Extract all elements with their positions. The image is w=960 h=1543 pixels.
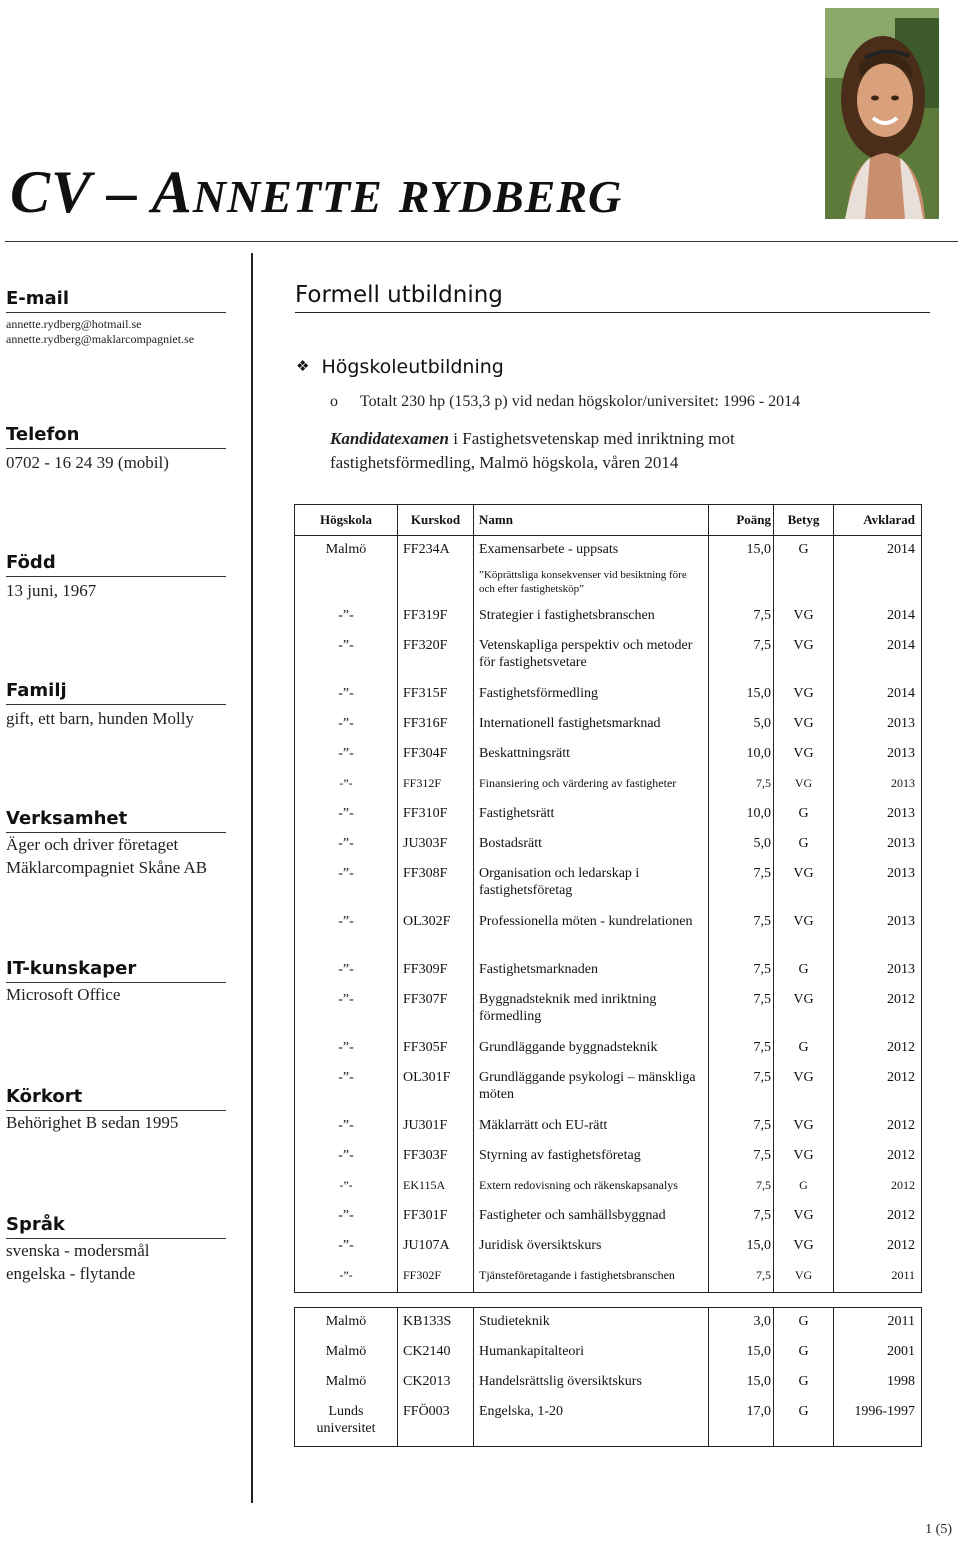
table-cell-school: -”-	[338, 686, 354, 701]
table-cell-name: Finansiering och värdering av fastigheter	[479, 776, 677, 790]
table-cell-empty	[403, 566, 468, 602]
col-header-grade: Betyg	[774, 505, 834, 536]
table-cell-points: 17,0	[746, 1404, 771, 1419]
table-cell-name: Fastighetsmarknaden	[479, 962, 598, 977]
table-cell-name: Mäklarrätt och EU-rätt	[479, 1118, 608, 1133]
table-cell-points: 10,0	[746, 746, 771, 761]
col-name	[474, 1308, 709, 1447]
family-section	[6, 680, 226, 730]
table-cell-name: Juridisk översiktskurs	[479, 1238, 602, 1253]
table-cell-points: 7,5	[753, 866, 771, 881]
column-divider	[251, 253, 253, 1503]
table-cell-school: -”-	[338, 992, 354, 1007]
table-cell-code: FF307F	[403, 992, 448, 1007]
table-cell-points: 15,0	[746, 542, 771, 557]
table-cell-grade: G	[799, 1178, 808, 1192]
table-cell-code: FF302F	[403, 1268, 442, 1282]
table-cell-name: Handelsrättslig översiktskurs	[479, 1374, 642, 1389]
table-cell-name: Vetenskapliga perspektiv och metoder för fastighetsvetare	[479, 638, 693, 670]
table-cell-school: -”-	[339, 1178, 353, 1192]
table-cell-grade: VG	[793, 992, 814, 1007]
table-cell-completed: 1998	[887, 1374, 915, 1389]
table-cell-points: 15,0	[746, 686, 771, 701]
table-cell-grade: VG	[793, 638, 814, 653]
table-cell-school: -”-	[338, 914, 354, 929]
table-cell-name: Extern redovisning och räkenskapsanalys	[479, 1178, 678, 1192]
table-cell-school: -”-	[338, 638, 354, 653]
table-cell-grade: G	[798, 962, 809, 977]
table-cell-grade: G	[798, 1314, 809, 1329]
table-cell-completed: 2012	[887, 1208, 915, 1223]
table-cell-completed: 2013	[887, 806, 915, 821]
table-cell-completed: 2014	[887, 686, 915, 701]
table-cell-name: Byggnadsteknik med inriktning förmedling	[479, 992, 657, 1024]
table-row-group	[295, 536, 922, 1293]
table-cell-completed: 2013	[887, 962, 915, 977]
table-cell-points: 7,5	[756, 776, 771, 790]
table-cell-name: Beskattningsrätt	[479, 746, 570, 761]
table-cell-points: 7,5	[753, 962, 771, 977]
table-cell-grade: VG	[793, 1208, 814, 1223]
table-cell-points: 7,5	[753, 914, 771, 929]
family-value: gift, ett barn, hunden Molly	[6, 709, 194, 728]
table-cell-school: Malmö	[325, 542, 367, 557]
table-cell-code: FF301F	[403, 1208, 448, 1223]
table-cell-name: Examensarbete - uppsats	[479, 542, 619, 557]
table-cell-school: -”-	[338, 716, 354, 731]
table-cell-points: 10,0	[746, 806, 771, 821]
table-cell-code: FF315F	[403, 686, 448, 701]
table-cell-name: Strategier i fastighetsbranschen	[479, 608, 655, 623]
table-cell-school: -”-	[338, 836, 354, 851]
table-cell-completed: 2001	[887, 1344, 915, 1359]
business-section	[6, 808, 226, 879]
table-cell-grade: VG	[793, 1118, 814, 1133]
col-school	[295, 536, 398, 1293]
title-rule	[5, 241, 958, 242]
table-cell-code: EK115A	[403, 1178, 446, 1192]
col-grade	[774, 1308, 834, 1447]
table-cell-name: Engelska, 1-20	[479, 1404, 563, 1419]
table-cell-name: Fastighetsförmedling	[479, 686, 598, 701]
col-code	[398, 536, 474, 1293]
table-cell-points: 7,5	[753, 1148, 771, 1163]
table-cell-points: 15,0	[746, 1374, 771, 1389]
table-cell-school: -”-	[339, 1268, 353, 1282]
table-cell-name: Fastighetsrätt	[479, 806, 555, 821]
license-value: Behörighet B sedan 1995	[6, 1113, 179, 1132]
table-cell-code: KB133S	[403, 1314, 452, 1329]
table-cell-name: Studieteknik	[479, 1314, 550, 1329]
table-cell-code: FF305F	[403, 1040, 448, 1055]
table-cell-points: 7,5	[753, 1208, 771, 1223]
license-label: Körkort	[6, 1086, 226, 1111]
table-cell-school: -”-	[338, 1118, 354, 1133]
section-heading: Formell utbildning	[295, 280, 930, 313]
born-value: 13 juni, 1967	[6, 581, 97, 600]
table-cell-name: Tjänsteföretagande i fastighetsbranschen	[479, 1268, 675, 1282]
table-cell-code: FF316F	[403, 716, 448, 731]
table-cell-school: -”-	[339, 776, 353, 790]
col-points	[709, 536, 774, 1293]
table-cell-code: OL302F	[403, 914, 451, 929]
table-cell-grade: VG	[793, 608, 814, 623]
table-cell-grade: VG	[793, 686, 814, 701]
table-cell-completed: 2012	[887, 1070, 915, 1085]
table-cell-grade: VG	[793, 716, 814, 731]
table-cell-completed: 2011	[887, 1314, 915, 1329]
table-cell-empty	[300, 566, 392, 602]
table-cell-code: FF308F	[403, 866, 448, 881]
it-section	[6, 958, 226, 1006]
col-header-name: Namn	[474, 505, 709, 536]
table-cell-grade: VG	[793, 746, 814, 761]
table-cell-grade: VG	[793, 914, 814, 929]
table-cell-points: 7,5	[756, 1268, 771, 1282]
table-cell-empty	[839, 566, 915, 602]
thesis-title: ”Köprättsliga konsekvenser vid besiktning före och efter fastighetsköp”	[479, 569, 687, 595]
table-cell-grade: VG	[794, 776, 813, 790]
table-cell-grade: G	[798, 806, 809, 821]
table-cell-school: Malmö	[325, 1374, 367, 1389]
family-label: Familj	[6, 680, 226, 705]
table-cell-completed: 2011	[891, 1268, 915, 1282]
table-cell-completed: 2013	[887, 836, 915, 851]
table-cell-school: Lunds universitet	[316, 1404, 376, 1436]
table-cell-points: 5,0	[753, 716, 771, 731]
table-cell-points: 15,0	[746, 1344, 771, 1359]
cv-title: CV – ANNETTE RYDBERG	[10, 159, 623, 225]
col-name	[474, 536, 709, 1293]
degree-text: Kandidatexamen i Fastighetsvetenskap med inriktning mot fastighetsförmedling, Malmö högskola, våren 2014	[330, 429, 735, 472]
table-cell-completed: 2013	[887, 914, 915, 929]
table-cell-grade: G	[798, 836, 809, 851]
col-completed	[834, 1308, 922, 1447]
table-cell-school: -”-	[338, 1040, 354, 1055]
table-cell-completed: 2012	[887, 1238, 915, 1253]
col-code	[398, 1308, 474, 1447]
table-cell-completed: 2012	[887, 992, 915, 1007]
table-cell-points: 7,5	[753, 638, 771, 653]
it-label: IT-kunskaper	[6, 958, 226, 983]
table-cell-grade: G	[798, 1404, 809, 1419]
table-cell-points: 3,0	[753, 1314, 771, 1329]
table-cell-code: CK2013	[403, 1374, 451, 1389]
profile-photo	[825, 8, 939, 219]
table-cell-code: FF312F	[403, 776, 442, 790]
table-cell-school: -”-	[338, 962, 354, 977]
table-cell-completed: 2014	[887, 608, 915, 623]
table-cell-points: 7,5	[756, 1178, 771, 1192]
table-cell-completed: 2013	[887, 746, 915, 761]
table-cell-points: 7,5	[753, 1040, 771, 1055]
table-cell-points: 15,0	[746, 1238, 771, 1253]
table-cell-name: Styrning av fastighetsföretag	[479, 1148, 641, 1163]
language-1: svenska - modersmål	[6, 1241, 150, 1260]
email-label: E-mail	[6, 288, 226, 313]
table-cell-completed: 1996-1997	[854, 1404, 915, 1419]
table-cell-empty	[714, 566, 771, 602]
phone-section	[6, 424, 226, 474]
table-cell-grade: G	[798, 1344, 809, 1359]
languages-label: Språk	[6, 1214, 226, 1239]
table-cell-code: CK2140	[403, 1344, 451, 1359]
table-cell-name: Professionella möten - kundrelationen	[479, 914, 693, 929]
table-cell-grade: VG	[793, 866, 814, 881]
table-cell-grade: G	[798, 542, 809, 557]
circle-bullet-icon: o	[330, 393, 338, 410]
col-school	[295, 1308, 398, 1447]
page-number: 1 (5)	[925, 1522, 952, 1537]
table-cell-name: Internationell fastighetsmarknad	[479, 716, 661, 731]
table-cell-code: FF234A	[403, 542, 450, 557]
table-cell-name: Bostadsrätt	[479, 836, 542, 851]
table-cell-school: -”-	[338, 608, 354, 623]
table-cell-code: FF303F	[403, 1148, 448, 1163]
table-cell-completed: 2013	[887, 716, 915, 731]
col-header-completed: Avklarad	[834, 505, 922, 536]
table-cell-code: JU303F	[403, 836, 448, 851]
languages-section	[6, 1214, 226, 1285]
table-cell-code: FF309F	[403, 962, 448, 977]
col-header-code: Kurskod	[398, 505, 474, 536]
col-completed	[834, 536, 922, 1293]
col-header-school: Högskola	[295, 505, 398, 536]
col-points	[709, 1308, 774, 1447]
table-cell-grade: VG	[793, 1070, 814, 1085]
table-cell-empty	[779, 566, 828, 602]
table-cell-completed: 2014	[887, 638, 915, 653]
table-cell-code: JU107A	[403, 1238, 450, 1253]
business-value-1: Äger och driver företaget	[6, 835, 179, 854]
table-cell-points: 7,5	[753, 992, 771, 1007]
subsection-heading: ❖ Högskoleutbildning	[296, 356, 504, 378]
table-cell-grade: G	[798, 1040, 809, 1055]
born-section	[6, 552, 226, 602]
table-cell-name: Organisation och ledarskap i fastighetsföretag	[479, 866, 640, 898]
table-cell-school: -”-	[338, 746, 354, 761]
license-section	[6, 1086, 226, 1134]
born-label: Född	[6, 552, 226, 577]
table-row-group	[295, 1308, 922, 1447]
table-cell-name: Grundläggande psykologi – mänskliga möten	[479, 1070, 696, 1102]
business-value-2: Mäklarcompagniet Skåne AB	[6, 858, 208, 877]
table-cell-code: OL301F	[403, 1070, 451, 1085]
table-cell-grade: VG	[793, 1148, 814, 1163]
table-cell-school: -”-	[338, 866, 354, 881]
table-cell-school: -”-	[338, 1070, 354, 1085]
email-section	[6, 288, 226, 347]
table-cell-school: -”-	[338, 806, 354, 821]
table-cell-name: Grundläggande byggnadsteknik	[479, 1040, 658, 1055]
table-cell-code: FF320F	[403, 638, 448, 653]
table-cell-points: 7,5	[753, 1118, 771, 1133]
table-gap-row	[295, 1293, 922, 1308]
table-header-row	[295, 505, 922, 536]
table-cell-school: -”-	[338, 1238, 354, 1253]
table-cell-code: JU301F	[403, 1118, 448, 1133]
table-cell-school: -”-	[338, 1148, 354, 1163]
table-cell-grade: VG	[793, 1238, 814, 1253]
table-cell-completed: 2012	[887, 1040, 915, 1055]
table-cell-completed: 2012	[887, 1118, 915, 1133]
col-header-points: Poäng	[709, 505, 774, 536]
table-cell-points: 7,5	[753, 1070, 771, 1085]
table-cell-school: Malmö	[325, 1344, 367, 1359]
table-cell-points: 5,0	[753, 836, 771, 851]
table-cell-school: Malmö	[325, 1314, 367, 1329]
table-cell-points: 7,5	[753, 608, 771, 623]
table-cell-completed: 2012	[891, 1178, 915, 1192]
table-cell-name: Fastigheter och samhällsbyggnad	[479, 1208, 666, 1223]
table-cell-code: FF310F	[403, 806, 448, 821]
table-cell-grade: G	[798, 1374, 809, 1389]
table-cell-code: FF304F	[403, 746, 448, 761]
course-table	[294, 504, 922, 1447]
table-cell-completed: 2014	[887, 542, 915, 557]
table-cell-school: -”-	[338, 1208, 354, 1223]
table-cell-code: FFÖ003	[403, 1404, 450, 1419]
business-label: Verksamhet	[6, 808, 226, 833]
it-value: Microsoft Office	[6, 985, 121, 1004]
table-cell-code: FF319F	[403, 608, 448, 623]
email-value-1: annette.rydberg@hotmail.se	[6, 317, 142, 331]
col-grade	[774, 536, 834, 1293]
diamond-bullet-icon: ❖	[296, 357, 310, 375]
table-cell-completed: 2013	[891, 776, 915, 790]
email-value-2: annette.rydberg@maklarcompagniet.se	[6, 332, 195, 346]
phone-label: Telefon	[6, 424, 226, 449]
table-cell-completed: 2013	[887, 866, 915, 881]
phone-value: 0702 - 16 24 39 (mobil)	[6, 453, 169, 472]
table-cell-grade: VG	[794, 1268, 813, 1282]
table-cell-completed: 2012	[887, 1148, 915, 1163]
language-2: engelska - flytande	[6, 1264, 136, 1283]
table-cell-name: Humankapitalteori	[479, 1344, 584, 1359]
total-credits-line: o Totalt 230 hp (153,3 p) vid nedan högskolor/universitet: 1996 - 2014	[330, 393, 801, 410]
